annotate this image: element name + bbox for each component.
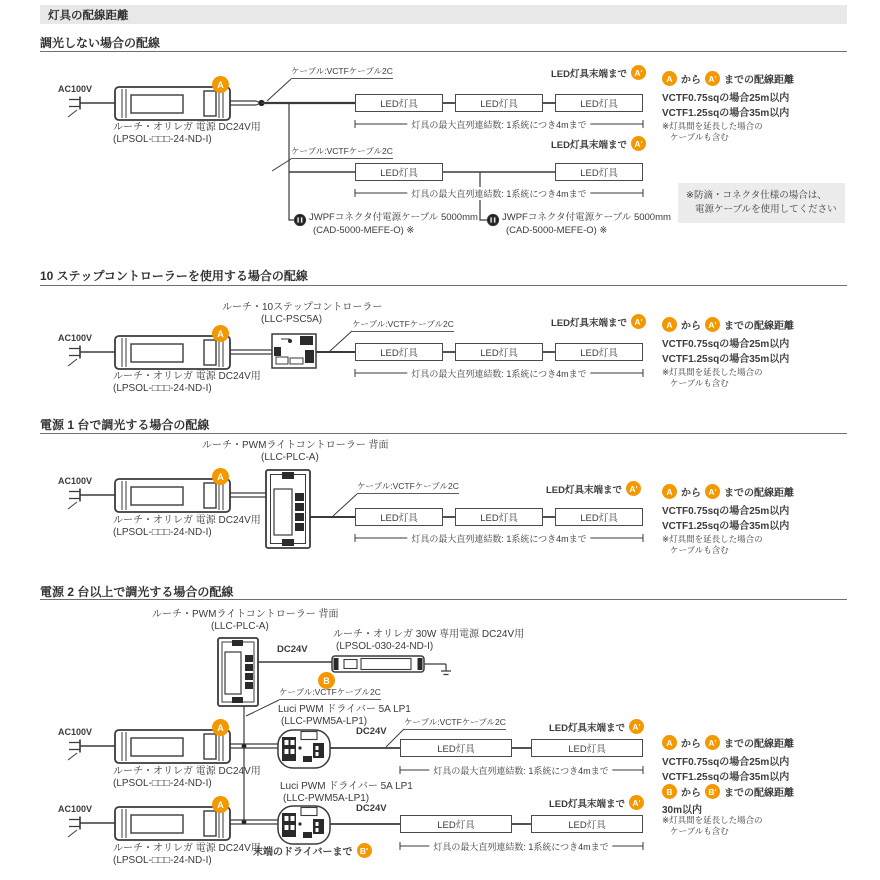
vctf125-note: VCTF1.25sqの場合35m以内: [662, 108, 790, 119]
driver-name: Luci PWM ドライバー 5A LP1: [278, 704, 411, 715]
led-fixture-box: LED灯具: [455, 94, 543, 112]
driver-model: (LLC-PWM5A-LP1): [283, 793, 370, 804]
led-fixture-box: LED灯具: [531, 739, 643, 757]
vctf125-note: VCTF1.25sqの場合35m以内: [662, 354, 790, 365]
distance-note-heading: A から A' までの配線距離: [662, 317, 794, 332]
ac-label: AC100V: [58, 727, 93, 737]
badge-a-prime: A': [705, 71, 720, 86]
section4-rule: [40, 599, 847, 600]
led-end-note: LED灯具末端まで A': [546, 481, 641, 496]
led-fixture-box: LED灯具: [555, 343, 643, 361]
extension-note: ケーブルも含む: [670, 378, 729, 388]
badge-a: A: [662, 71, 677, 86]
extension-note: ケーブルも含む: [670, 826, 729, 836]
section2-rule: [40, 285, 847, 286]
led-fixture-box: LED灯具: [455, 508, 543, 526]
led-end-note: LED灯具末端まで A': [549, 719, 644, 734]
controller-model: (LLC-PSC5A): [261, 314, 323, 325]
psu-name: ルーチ・オリレガ 電源 DC24V用: [113, 843, 261, 854]
max-series-note: 灯具の最大直列連結数: 1系統につき4mまで: [407, 187, 590, 200]
section4-header: 電源 2 台以上で調光する場合の配線: [40, 585, 234, 599]
distance-note-heading: A から A' までの配線距離: [662, 735, 794, 750]
end-driver-note: 末端のドライバーまで B': [253, 843, 372, 858]
psu-30w-icon: [332, 656, 424, 672]
b-distance-note: 30m以内: [662, 805, 703, 816]
badge-a: A: [212, 325, 229, 342]
psu-name: ルーチ・オリレガ 電源 DC24V用: [113, 766, 261, 777]
psu-model: (LPSOL-□□□-24-ND-I): [113, 134, 212, 145]
led-fixture-box: LED灯具: [355, 94, 443, 112]
badge-a: A: [212, 76, 229, 93]
badge-a-prime: A': [705, 735, 720, 750]
psu30-name: ルーチ・オリレガ 30W 専用電源 DC24V用: [333, 629, 525, 640]
badge-a: A: [212, 719, 229, 736]
dc24v-label: DC24V: [277, 644, 308, 655]
badge-a: A: [662, 317, 677, 332]
controller-name: ルーチ・PWMライトコントローラー 背面: [152, 609, 339, 620]
page-title: 灯具の配線距離: [48, 9, 129, 22]
cable-label: ケーブル:VCTFケーブル2C: [279, 686, 381, 700]
badge-a: A: [662, 735, 677, 750]
section1-header: 調光しない場合の配線: [40, 36, 161, 50]
badge-a-prime: A': [705, 484, 720, 499]
vctf125-note: VCTF1.25sqの場合35m以内: [662, 772, 790, 783]
max-series-note: 灯具の最大直列連結数: 1系統につき4mまで: [429, 840, 612, 853]
jwpf-cable-model: (CAD-5000-MEFE-O) ※: [506, 225, 608, 236]
extension-note: ケーブルも含む: [670, 132, 729, 142]
led-end-note: LED灯具末端まで A': [551, 65, 646, 80]
distance-note-heading-b: B から B' までの配線距離: [662, 784, 794, 799]
driver-name: Luci PWM ドライバー 5A LP1: [280, 781, 413, 792]
dc24v-label: DC24V: [356, 803, 387, 814]
section3-header: 電源 1 台で調光する場合の配線: [40, 418, 210, 432]
ground-icon: [424, 664, 451, 675]
led-end-note: LED灯具末端まで A': [551, 136, 646, 151]
psu-name: ルーチ・オリレガ 電源 DC24V用: [113, 122, 261, 133]
cable-label: ケーブル:VCTFケーブル2C: [352, 318, 454, 332]
controller-model: (LLC-PLC-A): [261, 452, 319, 463]
led-fixture-box: LED灯具: [355, 508, 443, 526]
extension-note: ケーブルも含む: [670, 545, 729, 555]
led-fixture-box: LED灯具: [400, 739, 512, 757]
distance-note-heading: A から A' までの配線距離: [662, 484, 794, 499]
pwm-controller-icon: [218, 638, 258, 706]
psu-model: (LPSOL-□□□-24-ND-I): [113, 527, 212, 538]
ac-label: AC100V: [58, 84, 93, 94]
extension-note: ※灯具間を延長した場合の: [662, 121, 763, 131]
page-title-bar: [40, 5, 847, 24]
led-fixture-box: LED灯具: [555, 94, 643, 112]
badge-b: B: [318, 672, 335, 689]
badge-a-prime: A': [631, 65, 646, 80]
max-series-note: 灯具の最大直列連結数: 1系統につき4mまで: [407, 118, 590, 131]
controller-name: ルーチ・10ステップコントローラー: [222, 302, 383, 313]
ac-label: AC100V: [58, 804, 93, 814]
led-end-note: LED灯具末端まで A': [549, 795, 644, 810]
badge-a: A: [212, 468, 229, 485]
cable-label: ケーブル:VCTFケーブル2C: [291, 145, 393, 159]
badge-a-prime: A': [626, 481, 641, 496]
psu-model: (LPSOL-□□□-24-ND-I): [113, 778, 212, 789]
psu30-model: (LPSOL-030-24-ND-I): [336, 641, 434, 652]
led-fixture-box: LED灯具: [400, 815, 512, 833]
badge-b-prime: B': [705, 784, 720, 799]
led-fixture-box: LED灯具: [355, 163, 443, 181]
vctf075-note: VCTF0.75sqの場合25m以内: [662, 93, 790, 104]
psu-model: (LPSOL-□□□-24-ND-I): [113, 855, 212, 866]
driver-model: (LLC-PWM5A-LP1): [281, 716, 368, 727]
badge-a-prime: A': [631, 136, 646, 151]
psu-name: ルーチ・オリレガ 電源 DC24V用: [113, 371, 261, 382]
extension-note: ※灯具間を延長した場合の: [662, 367, 763, 377]
pwm-controller-icon: [266, 470, 310, 548]
badge-a: A: [212, 796, 229, 813]
psu-name: ルーチ・オリレガ 電源 DC24V用: [113, 515, 261, 526]
vctf075-note: VCTF0.75sqの場合25m以内: [662, 506, 790, 517]
step-controller-icon: [272, 334, 316, 368]
controller-model: (LLC-PLC-A): [211, 621, 269, 632]
badge-a: A: [662, 484, 677, 499]
ac-label: AC100V: [58, 476, 93, 486]
badge-a-prime: A': [705, 317, 720, 332]
vctf075-note: VCTF0.75sqの場合25m以内: [662, 339, 790, 350]
led-fixture-box: LED灯具: [555, 163, 643, 181]
led-fixture-box: LED灯具: [455, 343, 543, 361]
badge-a-prime: A': [629, 719, 644, 734]
led-end-note: LED灯具末端まで A': [551, 314, 646, 329]
jwpf-cable-label: JWPFコネクタ付電源ケーブル 5000mm: [309, 212, 478, 223]
section3-rule: [40, 433, 847, 434]
extension-note: ※灯具間を延長した場合の: [662, 815, 763, 825]
max-series-note: 灯具の最大直列連結数: 1系統につき4mまで: [407, 532, 590, 545]
jwpf-cable-model: (CAD-5000-MEFE-O) ※: [313, 225, 415, 236]
vctf125-note: VCTF1.25sqの場合35m以内: [662, 521, 790, 532]
section2-header: 10 ステップコントローラーを使用する場合の配線: [40, 269, 308, 283]
vctf075-note: VCTF0.75sqの場合25m以内: [662, 757, 790, 768]
badge-a-prime: A': [631, 314, 646, 329]
ac-label: AC100V: [58, 333, 93, 343]
distance-note-heading: A から A' までの配線距離: [662, 71, 794, 86]
dc24v-label: DC24V: [356, 726, 387, 737]
led-fixture-box: LED灯具: [531, 815, 643, 833]
badge-b: B: [662, 784, 677, 799]
led-fixture-box: LED灯具: [555, 508, 643, 526]
controller-name: ルーチ・PWMライトコントローラー 背面: [202, 440, 389, 451]
led-fixture-box: LED灯具: [355, 343, 443, 361]
section1-rule: [40, 51, 847, 52]
badge-b-prime: B': [357, 843, 372, 858]
cable-label: ケーブル:VCTFケーブル2C: [357, 480, 459, 494]
max-series-note: 灯具の最大直列連結数: 1系統につき4mまで: [407, 367, 590, 380]
extension-note: ※灯具間を延長した場合の: [662, 534, 763, 544]
cable-label: ケーブル:VCTFケーブル2C: [291, 65, 393, 79]
jwpf-cable-label: JWPFコネクタ付電源ケーブル 5000mm: [502, 212, 671, 223]
cable-label: ケーブル:VCTFケーブル2C: [404, 716, 506, 730]
waterproof-note-box: ※防滴・コネクタ仕様の場合は、 電源ケーブルを使用してください: [678, 183, 845, 223]
max-series-note: 灯具の最大直列連結数: 1系統につき4mまで: [429, 764, 612, 777]
badge-a-prime: A': [629, 795, 644, 810]
psu-model: (LPSOL-□□□-24-ND-I): [113, 383, 212, 394]
